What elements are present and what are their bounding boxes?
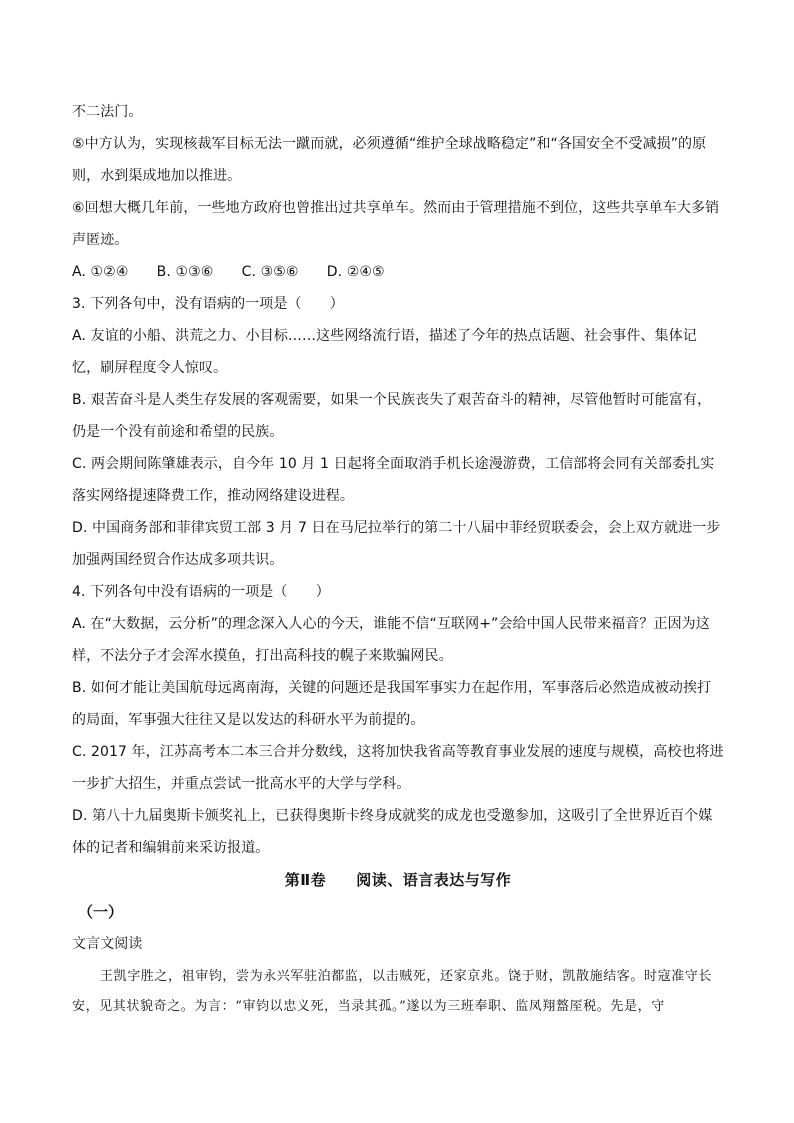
- question-3-option-d: D. 中国商务部和菲律宾贸工部 3 月 7 日在马尼拉举行的第二十八届中菲经贸联委会，会上双方就进一步加强两国经贸合作达成多项共识。: [72, 520, 721, 568]
- section-heading: （一）: [78, 903, 124, 921]
- option-statement-6: ⑥回想大概几年前，一些地方政府也曾推出过共享单车。然而由于管理措施不到位，这些共享单车大多销声匿迹。: [72, 200, 720, 248]
- text-line: 不二法门。: [72, 104, 143, 120]
- part-2-title: [72, 864, 724, 896]
- question-3-option-c: C. 两会期间陈肇雄表示，自今年 10 月 1 日起将全面取消手机长途漫游费，工信部将会同有关部委扎实落实网络提速降费工作，推动网络建设进程。: [72, 456, 715, 504]
- question-2-choices: A. ①②④ B. ①③⑥ C. ③⑤⑥ D. ②④⑤: [72, 264, 385, 280]
- option-statement-5: ⑤中方认为，实现核裁军目标无法一蹴而就，必须遵循“维护全球战略稳定”和“各国安全不受减损”的原则，水到渠成地加以推进。: [72, 136, 707, 184]
- question-3-option-a: A. 友谊的小船、洪荒之力、小目标……这些网络流行语，描述了今年的热点话题、社会事件、集体记忆，刷屏程度令人惊叹。: [72, 328, 697, 376]
- question-4-stem: 4. 下列各句中没有语病的一项是（ ）: [72, 584, 330, 600]
- question-4-option-c: C. 2017 年，江苏高考本二本三合并分数线，这将加快我省高等教育事业发展的速度与规模，高校也将进一步扩大招生，并重点尝试一批高水平的大学与学科。: [72, 744, 724, 792]
- classical-passage: 王凯字胜之，祖审钧，尝为永兴军驻泊都监，以击贼死，还家京兆。饶于财，凯散施结客。时寇准守长安，见其状貌奇之。为言：“审钧以忠义死，当录其孤。”遂以为三班奉职、监凤翔盩厔税。先是，守: [72, 969, 713, 1014]
- document-page: [72, 96, 724, 1022]
- part-2-title-right: 阅读、语言表达与写作: [356, 871, 512, 889]
- part-2-title-left: 第Ⅱ卷: [284, 871, 327, 889]
- subsection-heading: 文言文阅读: [72, 936, 143, 952]
- question-3-option-b: B. 艰苦奋斗是人类生存发展的客观需要，如果一个民族丧失了艰苦奋斗的精神，尽管他暂时可能富有，仍是一个没有前途和希望的民族。: [72, 392, 712, 440]
- question-4-option-d: D. 第八十九届奥斯卡颁奖礼上，已获得奥斯卡终身成就奖的成龙也受邀参加，这吸引了全世界近百个媒体的记者和编辑前来采访报道。: [72, 808, 713, 856]
- question-4-option-a: A. 在“大数据，云分析”的理念深入人心的今天，谁能不信“互联网+”会给中国人民带来福音？正因为这样，不法分子才会浑水摸鱼，打出高科技的幌子来欺骗网民。: [72, 616, 710, 664]
- question-4-option-b: B. 如何才能让美国航母远离南海，关键的问题还是我国军事实力在起作用，军事落后必然造成被动挨打的局面，军事强大往往又是以发达的科研水平为前提的。: [72, 680, 712, 728]
- question-3-stem: 3. 下列各句中，没有语病的一项是（ ）: [72, 296, 344, 312]
